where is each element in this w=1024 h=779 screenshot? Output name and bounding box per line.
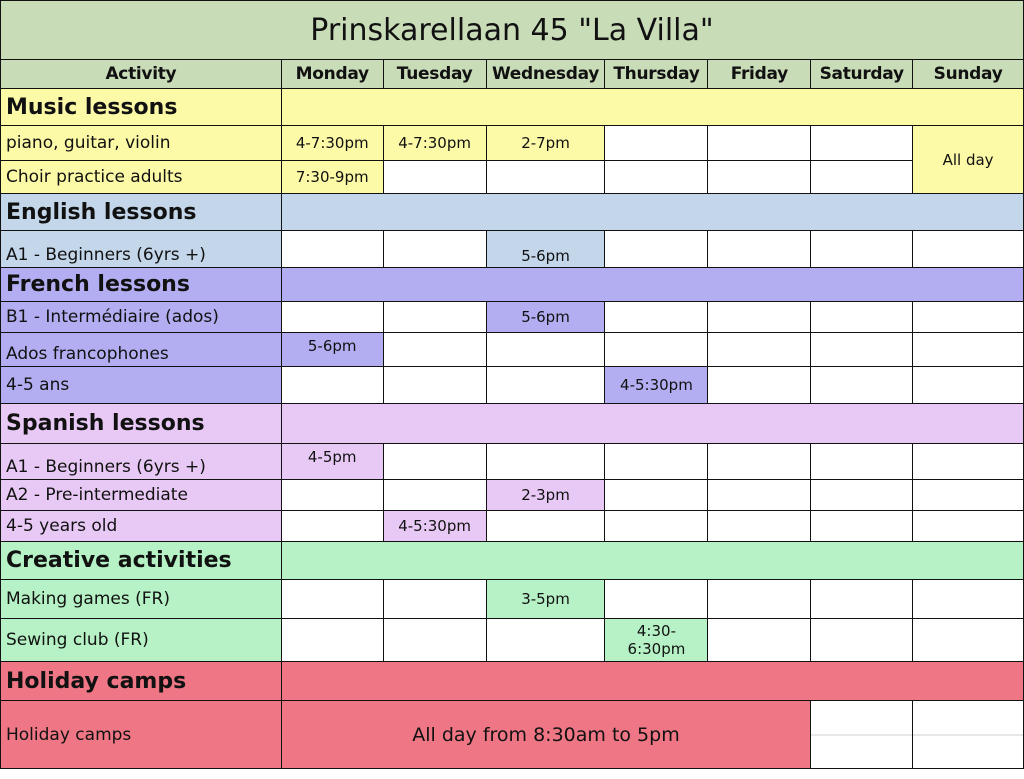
activity-sp-45: 4-5 years old <box>1 511 282 542</box>
time-sewing-thursday-line1: 4:30- <box>636 622 676 640</box>
empty-cell <box>605 302 708 333</box>
empty-cell <box>913 619 1024 662</box>
activity-sp-a2: A2 - Pre-intermediate <box>1 480 282 511</box>
activity-fr-45: 4-5 ans <box>1 367 282 404</box>
time-sp-a1-monday: 4-5pm <box>281 444 383 480</box>
empty-cell <box>708 580 811 619</box>
section-holiday-band <box>281 662 1023 701</box>
section-english-label: English lessons <box>1 194 282 231</box>
activity-eng-a1: A1 - Beginners (6yrs +) <box>1 231 282 268</box>
empty-cell <box>913 480 1024 511</box>
time-choir-monday: 7:30-9pm <box>281 161 383 194</box>
header-activity: Activity <box>1 60 282 89</box>
empty-cell <box>811 619 913 662</box>
time-eng-a1-wednesday: 5-6pm <box>486 231 605 268</box>
time-sewing-thursday-line2: 6:30pm <box>627 640 686 658</box>
activity-choir: Choir practice adults <box>1 161 282 194</box>
time-sp-a2-wednesday: 2-3pm <box>486 480 605 511</box>
empty-cell <box>811 701 913 769</box>
empty-cell <box>486 161 605 194</box>
empty-cell <box>811 511 913 542</box>
empty-cell <box>811 333 913 367</box>
empty-cell <box>913 580 1024 619</box>
time-piano-tuesday: 4-7:30pm <box>383 126 486 161</box>
empty-cell <box>913 444 1024 480</box>
empty-cell <box>281 511 383 542</box>
empty-cell <box>913 367 1024 404</box>
empty-cell <box>281 302 383 333</box>
header-monday: Monday <box>281 60 383 89</box>
empty-cell <box>486 444 605 480</box>
header-tuesday: Tuesday <box>383 60 486 89</box>
empty-cell <box>281 480 383 511</box>
section-creative-label: Creative activities <box>1 542 282 580</box>
header-friday: Friday <box>708 60 811 89</box>
activity-games: Making games (FR) <box>1 580 282 619</box>
empty-cell <box>605 126 708 161</box>
empty-cell <box>605 231 708 268</box>
empty-cell <box>486 619 605 662</box>
empty-cell <box>281 619 383 662</box>
time-fr-b1-wednesday: 5-6pm <box>486 302 605 333</box>
empty-cell <box>811 231 913 268</box>
activity-sewing: Sewing club (FR) <box>1 619 282 662</box>
empty-cell <box>383 580 486 619</box>
empty-cell <box>486 511 605 542</box>
empty-cell <box>708 302 811 333</box>
activity-sp-a1: A1 - Beginners (6yrs +) <box>1 444 282 480</box>
section-spanish-band <box>281 404 1023 444</box>
time-piano-monday: 4-7:30pm <box>281 126 383 161</box>
section-music-label: Music lessons <box>1 89 282 126</box>
empty-cell <box>281 580 383 619</box>
empty-cell <box>913 511 1024 542</box>
time-fr-45-thursday: 4-5:30pm <box>605 367 708 404</box>
empty-cell <box>811 480 913 511</box>
time-games-wednesday: 3-5pm <box>486 580 605 619</box>
activity-fr-ados: Ados francophones <box>1 333 282 367</box>
empty-cell <box>281 367 383 404</box>
time-music-sunday: All day <box>913 126 1024 194</box>
empty-cell <box>708 619 811 662</box>
header-wednesday: Wednesday <box>486 60 605 89</box>
empty-cell <box>383 231 486 268</box>
empty-cell <box>383 161 486 194</box>
empty-cell <box>383 444 486 480</box>
empty-cell <box>708 367 811 404</box>
empty-cell <box>811 444 913 480</box>
empty-cell <box>913 302 1024 333</box>
empty-cell <box>605 511 708 542</box>
empty-cell <box>708 161 811 194</box>
empty-cell <box>913 231 1024 268</box>
empty-cell <box>708 126 811 161</box>
empty-cell <box>811 161 913 194</box>
empty-cell <box>383 367 486 404</box>
section-spanish-label: Spanish lessons <box>1 404 282 444</box>
section-french-band <box>281 268 1023 302</box>
page-title: Prinskarellaan 45 "La Villa" <box>1 1 1024 60</box>
empty-cell <box>811 126 913 161</box>
empty-cell <box>605 444 708 480</box>
empty-cell <box>605 580 708 619</box>
section-holiday-label: Holiday camps <box>1 662 282 701</box>
time-piano-wednesday: 2-7pm <box>486 126 605 161</box>
empty-cell <box>811 580 913 619</box>
empty-cell <box>708 231 811 268</box>
section-french-label: French lessons <box>1 268 282 302</box>
empty-cell <box>486 367 605 404</box>
empty-cell <box>913 333 1024 367</box>
header-thursday: Thursday <box>605 60 708 89</box>
empty-cell <box>708 333 811 367</box>
empty-cell <box>486 333 605 367</box>
empty-cell <box>281 231 383 268</box>
empty-cell <box>708 511 811 542</box>
time-holiday-all: All day from 8:30am to 5pm <box>281 701 810 769</box>
time-fr-ados-monday: 5-6pm <box>281 333 383 367</box>
activity-holiday: Holiday camps <box>1 701 282 769</box>
empty-cell <box>383 619 486 662</box>
empty-cell <box>383 480 486 511</box>
empty-cell <box>708 444 811 480</box>
empty-cell <box>708 480 811 511</box>
activity-piano: piano, guitar, violin <box>1 126 282 161</box>
time-sp-45-tuesday: 4-5:30pm <box>383 511 486 542</box>
header-sunday: Sunday <box>913 60 1024 89</box>
activity-fr-b1: B1 - Intermédiaire (ados) <box>1 302 282 333</box>
empty-cell <box>383 302 486 333</box>
empty-cell <box>605 480 708 511</box>
empty-cell <box>605 333 708 367</box>
section-english-band <box>281 194 1023 231</box>
header-saturday: Saturday <box>811 60 913 89</box>
empty-cell <box>913 701 1024 769</box>
empty-cell <box>605 161 708 194</box>
empty-cell <box>811 302 913 333</box>
section-creative-band <box>281 542 1023 580</box>
empty-cell <box>811 367 913 404</box>
time-sewing-thursday <box>605 619 708 662</box>
section-music-band <box>281 89 1023 126</box>
empty-cell <box>383 333 486 367</box>
